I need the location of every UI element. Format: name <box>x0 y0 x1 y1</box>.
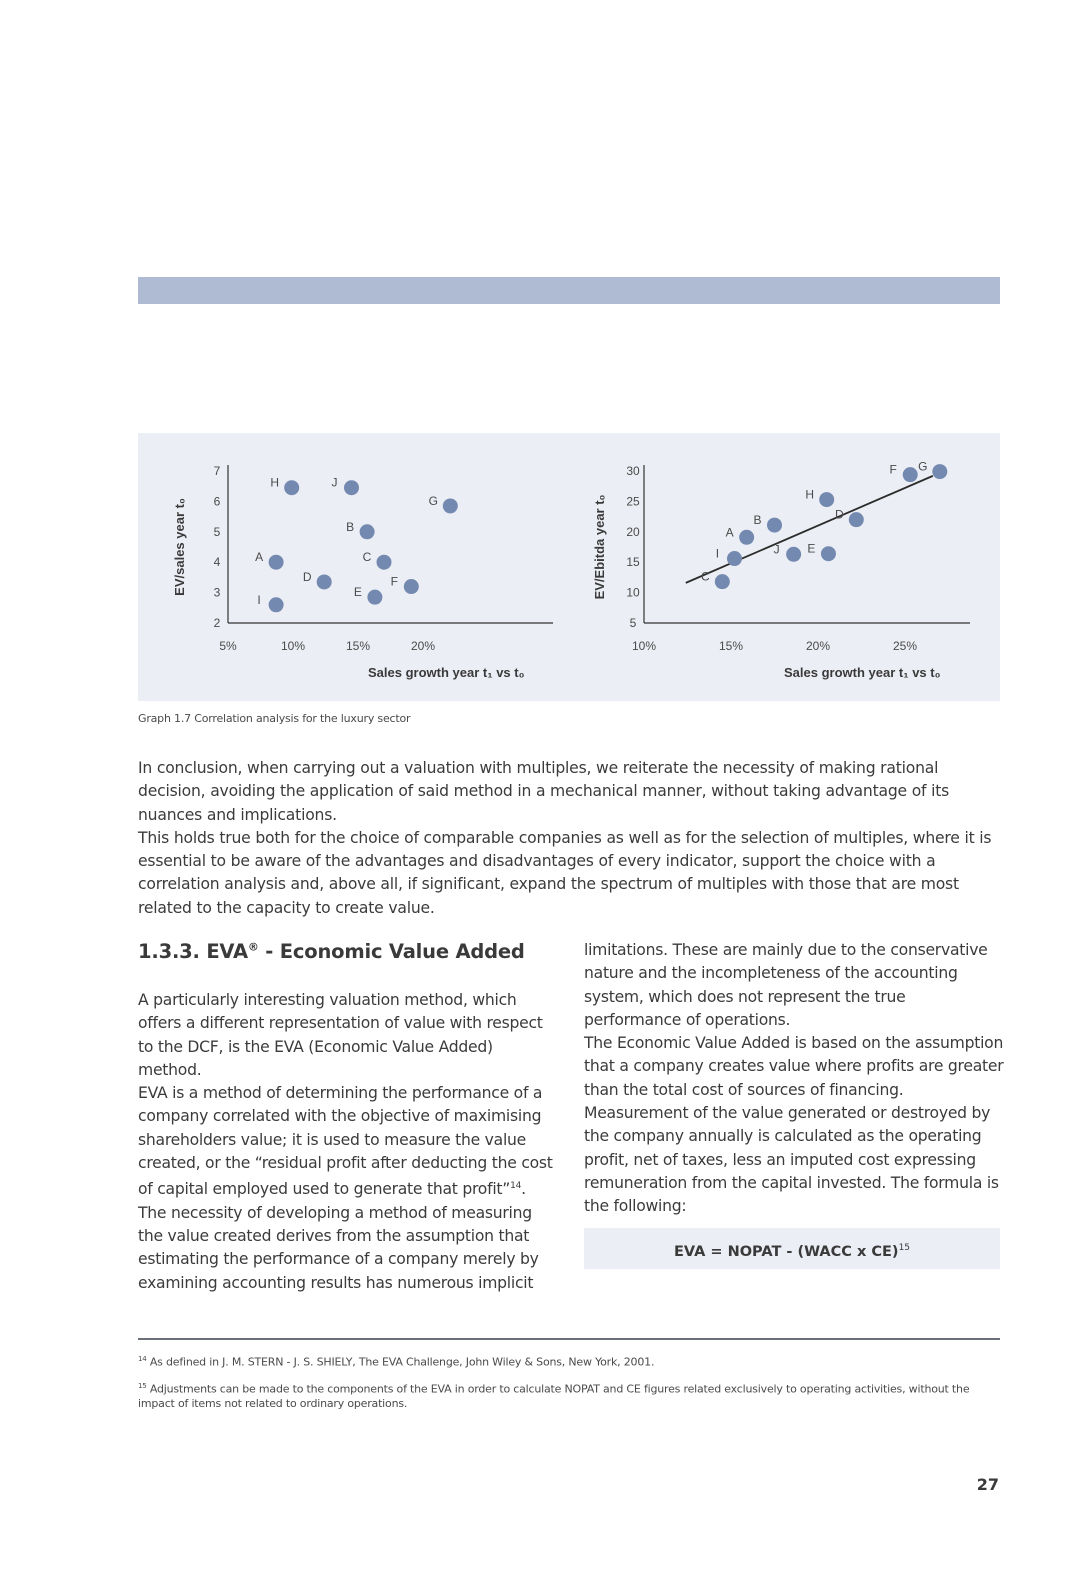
chart2-y-tick-label: 30 <box>626 464 640 478</box>
chart1-x-tick-label: 15% <box>345 639 371 653</box>
eva-formula <box>584 1228 1000 1269</box>
chart2-point-g <box>932 464 947 479</box>
chart2-point-c <box>715 574 730 589</box>
intro-paragraph-1: In conclusion, when carrying out a valuation with multiples, we reiterate the necessity of making rational decision, avoiding the application of said method in a mechanical manner, without taking advantage of its nuances and implications. <box>138 759 950 824</box>
graph-caption: Graph 1.7 Correlation analysis for the luxury sector <box>138 712 411 725</box>
chart2-y-tick-label: 25 <box>626 494 640 509</box>
registered-mark: ® <box>247 940 259 954</box>
intro-paragraph-2: This holds true both for the choice of comparable companies as well as for the selection of multiples, where it is essential to be aware of the advantages and disadvantages of every indicator, support the choice with a correlation analysis and, above all, if significant, expand the spectrum of multiples with those that are most related to the capacity to create value. <box>138 828 992 917</box>
footnote-14 <box>138 1352 1000 1370</box>
chart2-point-j <box>786 547 801 562</box>
chart2-point-label-d: D <box>834 507 844 522</box>
chart2-point-h <box>819 492 834 507</box>
chart1-x-tick-label: 10% <box>280 639 306 653</box>
chart1-x-axis-title: Sales growth year t₁ vs t₀ <box>368 665 525 680</box>
section-heading <box>138 940 525 963</box>
footnote-divider <box>138 1338 1000 1340</box>
correlation-charts <box>138 433 1000 701</box>
left-paragraph-1: A particularly interesting valuation method, which offers a different representation of value with respect to the DCF, is the EVA (Economic Value Added) method. <box>138 991 543 1079</box>
chart1-point-f <box>404 579 419 594</box>
charts-svg <box>138 433 1000 701</box>
left-paragraph-3: The necessity of developing a method of measuring the value created derives from the assumption that estimating the performance of a company merely by examining accounting results has numerous implicit <box>138 1203 539 1292</box>
footnote-14-ref: 14 <box>138 1355 147 1363</box>
chart1-y-tick-label: 6 <box>213 494 221 509</box>
chart1-y-axis-title: EV/sales year t₀ <box>172 498 187 596</box>
chart2-y-tick-label: 10 <box>626 585 640 600</box>
chart1-point-e <box>367 590 382 605</box>
chart2-point-label-a: A <box>725 525 734 540</box>
formula-text: EVA = NOPAT - (WACC x CE) <box>673 1243 899 1260</box>
footnote-15-ref: 15 <box>138 1382 147 1390</box>
chart1-point-label-a: A <box>255 550 264 565</box>
chart1-point-g <box>443 498 458 513</box>
footnote-ref-15[interactable]: 15 <box>898 1243 911 1253</box>
chart2-x-tick-label: 20% <box>805 639 831 653</box>
chart1-point-label-c: C <box>362 550 372 565</box>
chart2-point-b <box>767 518 782 533</box>
chart1-point-label-e: E <box>353 585 362 600</box>
chart2-point-f <box>903 467 918 482</box>
chart2-point-label-i: I <box>715 546 720 561</box>
chart1-point-label-b: B <box>346 519 355 534</box>
left-paragraph-2-text: EVA is a method of determining the performance of a company correlated with the objective of maximising shareholders value; it is used to measure the value created, or the “residual profit after deducting the cost of capital employed used to generate that profit” <box>138 1084 553 1199</box>
chart1-x-tick-label: 5% <box>219 639 237 653</box>
chart2-x-axis-title: Sales growth year t₁ vs t₀ <box>784 665 941 680</box>
chart1-y-tick-label: 7 <box>213 464 221 478</box>
chart2-point-e <box>821 546 836 561</box>
right-paragraph-2: The Economic Value Added is based on the assumption that a company creates value where profits are greater than the total cost of sources of financing. <box>584 1034 1004 1099</box>
chart2-point-i <box>727 551 742 566</box>
chart1-point-label-g: G <box>428 493 438 508</box>
chart1-point-label-f: F <box>390 574 398 589</box>
chart2-point-label-b: B <box>753 513 762 528</box>
chart1-y-tick-label: 4 <box>213 555 221 570</box>
chart1-point-h <box>284 480 299 495</box>
chart1-point-i <box>269 597 284 612</box>
right-paragraph-1: limitations. These are mainly due to the conservative nature and the incompleteness of the accounting system, which does not represent the true performance of operations. <box>584 941 988 1029</box>
left-paragraph-2-end: . <box>521 1180 526 1199</box>
footnote-15-text: Adjustments can be made to the components of the EVA in order to calculate NOPAT and CE figures related exclusively to operating activities, without the impact of items not related to ordinary operations. <box>138 1382 970 1410</box>
chart1-x-tick-label: 20% <box>410 639 436 653</box>
chart1-y-tick-label: 5 <box>213 524 221 539</box>
chart2-y-tick-label: 15 <box>626 555 640 570</box>
footnote-15 <box>138 1379 1000 1411</box>
chart2-y-tick-label: 20 <box>626 524 640 539</box>
chart1-y-tick-label: 3 <box>213 585 221 600</box>
chart2-point-label-h: H <box>805 487 815 502</box>
heading-rest: - Economic Value Added <box>258 940 525 963</box>
chart1-y-tick-label: 2 <box>213 616 221 630</box>
chart2-x-tick-label: 15% <box>718 639 744 653</box>
chart1-point-label-i: I <box>257 592 261 607</box>
chart2-point-label-g: G <box>918 459 928 474</box>
footnote-14-text: As defined in J. M. STERN - J. S. SHIELY, The EVA Challenge, John Wiley & Sons, New York, 2001. <box>149 1355 655 1369</box>
chart2-point-a <box>739 530 754 545</box>
chart1-point-label-h: H <box>270 475 280 490</box>
left-paragraph-2 <box>138 1082 558 1202</box>
right-paragraph-3: Measurement of the value generated or destroyed by the company annually is calculated as the operating profit, net of taxes, less an imputed cost expressing remuneration from the capital invested. The formula is the following: <box>584 1104 999 1216</box>
chart1-point-label-j: J <box>331 475 338 490</box>
chart1-point-j <box>344 480 359 495</box>
chart2-point-d <box>849 512 864 527</box>
intro-text <box>138 757 1008 920</box>
page-number: 27 <box>976 1475 999 1494</box>
chart1-point-d <box>317 574 332 589</box>
chart2-y-tick-label: 5 <box>629 616 637 630</box>
right-column <box>584 939 1004 1219</box>
chart2-point-label-f: F <box>889 462 897 477</box>
chart2-point-label-c: C <box>700 569 710 584</box>
footnote-ref-14[interactable]: 14 <box>510 1181 522 1192</box>
chart1-point-b <box>360 524 375 539</box>
left-column <box>138 989 558 1295</box>
heading-text: 1.3.3. EVA <box>138 940 248 963</box>
chart2-x-tick-label: 25% <box>892 639 918 653</box>
chart2-y-axis-title: EV/Ebitda year t₀ <box>592 494 607 600</box>
chart2-point-label-e: E <box>807 541 816 556</box>
chart1-point-c <box>377 555 392 570</box>
chart1-point-a <box>269 555 284 570</box>
chart1-point-label-d: D <box>302 569 312 584</box>
chart2-x-tick-label: 10% <box>631 639 657 653</box>
header-band <box>138 277 1000 304</box>
chart2-point-label-j: J <box>773 542 780 557</box>
